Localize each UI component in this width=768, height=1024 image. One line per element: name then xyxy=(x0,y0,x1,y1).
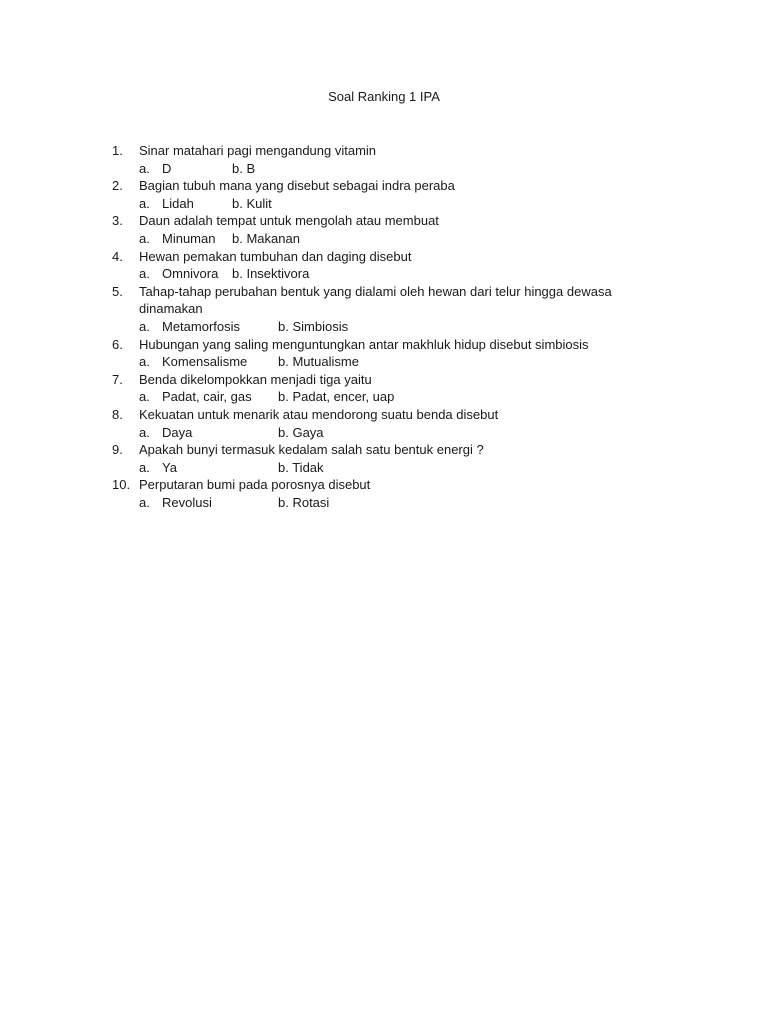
question-number: 6. xyxy=(112,336,123,352)
option-a-letter: a. xyxy=(139,160,150,176)
answer-options xyxy=(112,160,632,178)
option-a: Minuman xyxy=(162,230,216,246)
question-number: 1. xyxy=(112,143,123,158)
question-item xyxy=(112,248,632,266)
question-text: Hubungan yang saling menguntungkan antar makhluk hidup disebut simbiosis xyxy=(139,336,589,352)
option-b: b. Tidak xyxy=(278,459,324,475)
option-b: b. Padat, encer, uap xyxy=(278,389,395,405)
question-text: Perputaran bumi pada porosnya disebut xyxy=(139,477,371,493)
question-text: Bagian tubuh mana yang disebut sebagai indra peraba xyxy=(139,178,455,194)
answer-options xyxy=(112,388,632,406)
question-text: Sinar matahari pagi mengandung vitamin xyxy=(139,143,377,158)
option-a: Padat, cair, gas xyxy=(162,389,252,405)
answer-options xyxy=(112,265,632,283)
question-item xyxy=(112,336,632,354)
page-title: Soal Ranking 1 IPA xyxy=(328,89,440,104)
option-a-letter: a. xyxy=(139,266,150,282)
answer-options xyxy=(112,494,632,512)
option-a: Omnivora xyxy=(162,266,219,282)
question-text: Apakah bunyi termasuk kedalam salah satu bentuk energi ? xyxy=(139,442,484,458)
question-number: 5. xyxy=(112,283,123,299)
question-item xyxy=(112,406,632,424)
answer-options xyxy=(112,459,632,477)
question-number: 7. xyxy=(112,371,123,387)
option-b: b. Kulit xyxy=(232,195,272,211)
answer-options xyxy=(112,353,632,371)
question-number: 3. xyxy=(112,213,123,229)
question-item xyxy=(112,177,632,195)
answer-options xyxy=(112,424,632,442)
option-a: Daya xyxy=(162,424,193,440)
option-a: Ya xyxy=(162,459,177,475)
option-b: b. B xyxy=(232,160,256,176)
question-item xyxy=(112,371,632,389)
question-text: Benda dikelompokkan menjadi tiga yaitu xyxy=(139,371,372,387)
option-a-letter: a. xyxy=(139,354,150,370)
option-a: Komensalisme xyxy=(162,354,248,370)
question-text: Daun adalah tempat untuk mengolah atau membuat xyxy=(139,213,439,229)
question-item xyxy=(112,476,632,494)
option-a-letter: a. xyxy=(139,318,150,334)
answer-options xyxy=(112,230,632,248)
option-b: b. Insektivora xyxy=(232,266,310,282)
option-b: b. Mutualisme xyxy=(278,354,359,370)
option-a: Revolusi xyxy=(162,494,212,510)
answer-options xyxy=(112,318,632,336)
option-a-letter: a. xyxy=(139,459,150,475)
option-b: b. Rotasi xyxy=(278,494,330,510)
answer-options xyxy=(112,195,632,213)
option-b: b. Simbiosis xyxy=(278,318,349,334)
question-number: 8. xyxy=(112,406,123,422)
option-a: Metamorfosis xyxy=(162,318,241,334)
question-number: 2. xyxy=(112,178,123,194)
question-list xyxy=(112,142,632,511)
option-a-letter: a. xyxy=(139,494,150,510)
option-a-letter: a. xyxy=(139,230,150,246)
option-a: Lidah xyxy=(162,195,194,211)
question-item xyxy=(112,441,632,459)
question-text: Kekuatan untuk menarik atau mendorong suatu benda disebut xyxy=(139,406,499,422)
question-item xyxy=(112,142,632,160)
option-a-letter: a. xyxy=(139,195,150,211)
question-number: 9. xyxy=(112,442,123,458)
option-b: b. Makanan xyxy=(232,230,300,246)
question-item xyxy=(112,212,632,230)
question-item xyxy=(112,283,632,318)
option-a-letter: a. xyxy=(139,424,150,440)
question-number: 4. xyxy=(112,248,123,264)
question-text: Hewan pemakan tumbuhan dan daging disebut xyxy=(139,248,412,264)
option-b: b. Gaya xyxy=(278,424,324,440)
question-text: Tahap-tahap perubahan bentuk yang dialami oleh hewan dari telur hingga dewasa dinamakan xyxy=(139,283,612,317)
question-number: 10. xyxy=(112,477,131,493)
option-a-letter: a. xyxy=(139,389,150,405)
option-a: D xyxy=(162,160,172,176)
